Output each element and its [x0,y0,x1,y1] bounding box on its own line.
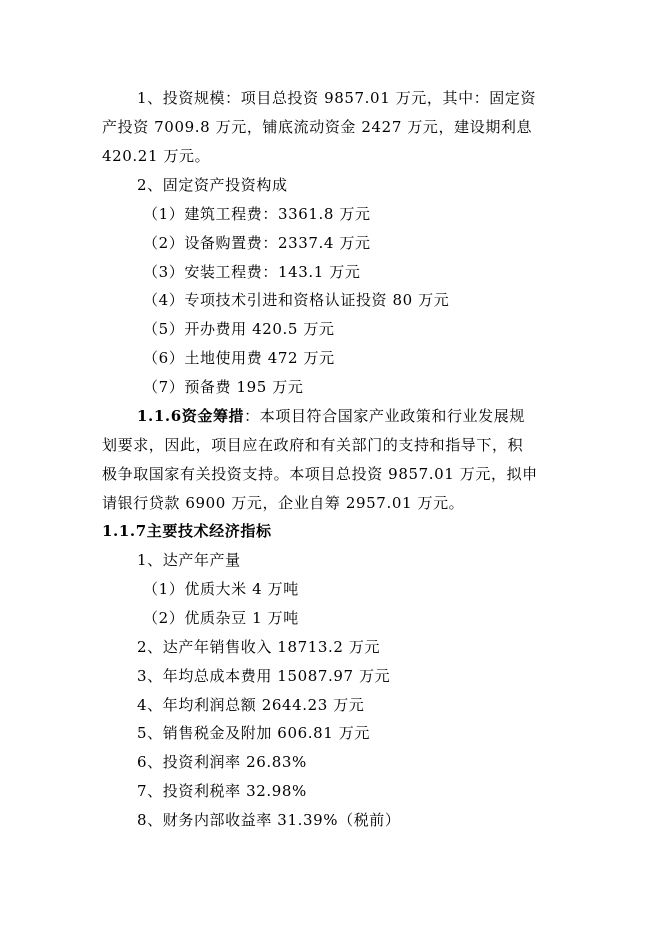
funding-line-1 [137,406,597,426]
fixed-item-2: （2）设备购置费：2337.4 万元 [143,234,371,252]
funding-line-4: 请银行贷款 6900 万元，企业自筹 2957.01 万元。 [102,494,465,512]
indicator-3: 3、年均总成本费用 15087.97 万元 [137,667,391,685]
funding-title: 1.1.6资金筹措 [137,407,245,425]
funding-line-3: 极争取国家有关投资支持。本项目总投资 9857.01 万元，拟申 [102,465,538,483]
investment-scale-line-2: 产投资 7009.8 万元，铺底流动资金 2427 万元，建设期利息 [102,118,533,136]
funding-line-1-text: ：本项目符合国家产业政策和行业发展规 [244,407,525,425]
fixed-investment-heading: 2、固定资产投资构成 [137,176,288,194]
indicator-6: 6、投资利润率 26.83% [137,753,307,771]
fixed-item-3: （3）安装工程费：143.1 万元 [143,263,361,281]
indicator-4: 4、年均利润总额 2644.23 万元 [137,696,365,714]
indicator-5: 5、销售税金及附加 606.81 万元 [137,724,370,742]
indicator-2: 2、达产年销售收入 18713.2 万元 [137,638,381,656]
investment-scale-line-1: 1、投资规模：项目总投资 9857.01 万元，其中：固定资 [137,89,537,107]
fixed-item-4: （4）专项技术引进和资格认证投资 80 万元 [143,291,450,309]
indicators-heading: 1.1.7主要技术经济指标 [102,522,272,540]
output-item-2: （2）优质杂豆 1 万吨 [143,609,299,627]
investment-scale-line-3: 420.21 万元。 [102,147,211,165]
indicator-8: 8、财务内部收益率 31.39%（税前） [137,811,401,829]
output-heading: 1、达产年产量 [137,551,241,569]
fixed-item-6: （6）土地使用费 472 万元 [143,349,335,367]
fixed-item-1: （1）建筑工程费：3361.8 万元 [143,205,371,223]
funding-line-2: 划要求，因此，项目应在政府和有关部门的支持和指导下，积 [102,436,524,454]
indicator-7: 7、投资利税率 32.98% [137,782,307,800]
fixed-item-5: （5）开办费用 420.5 万元 [143,320,335,338]
output-item-1: （1）优质大米 4 万吨 [143,580,299,598]
fixed-item-7: （7）预备费 195 万元 [143,378,304,396]
